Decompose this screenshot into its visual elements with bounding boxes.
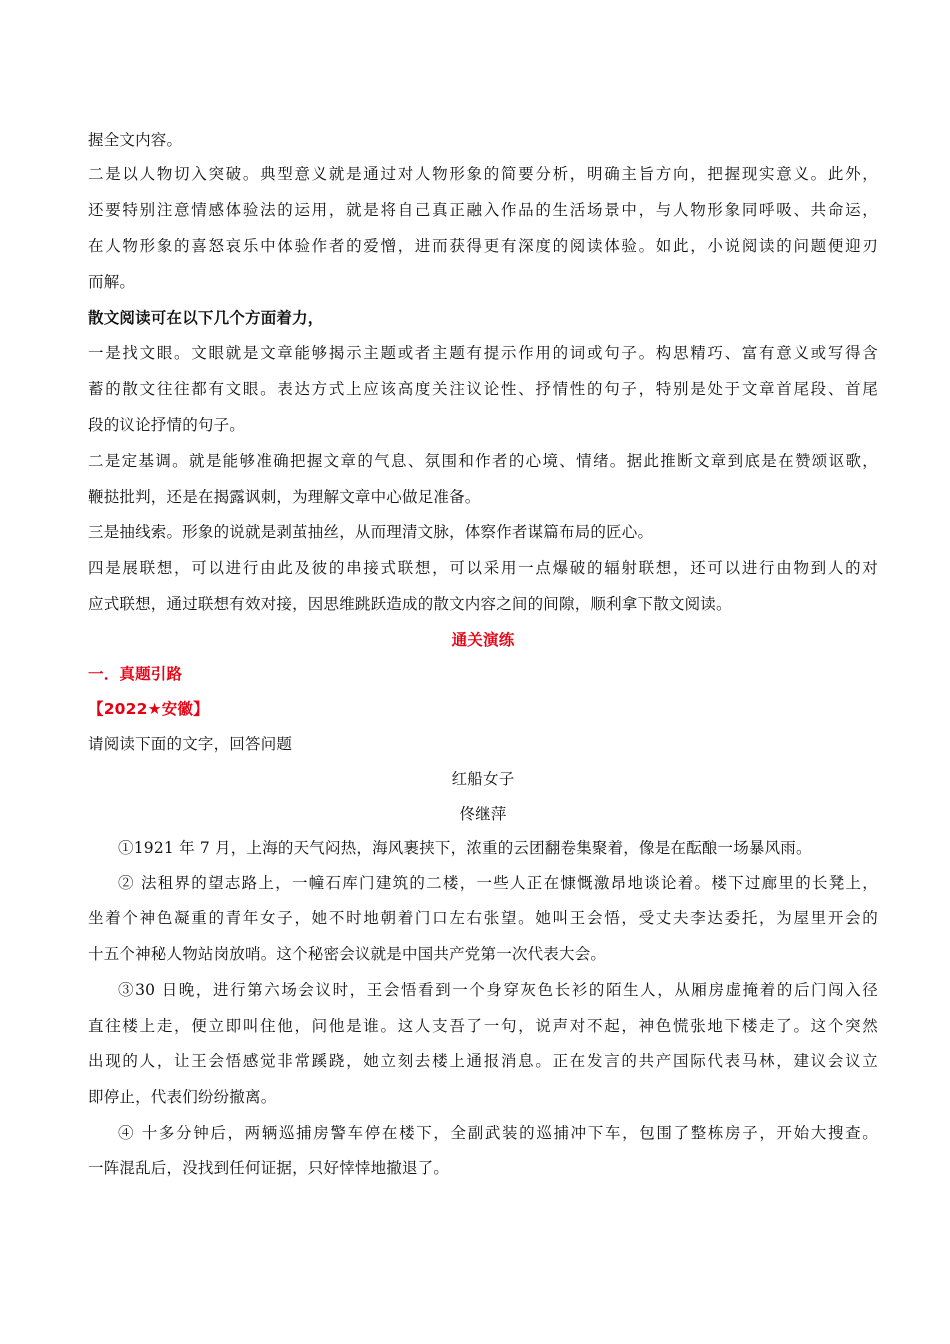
tip2-line-2: 鞭挞批判，还是在揭露讽刺，为理解文章中心做足准备。 (88, 488, 481, 506)
article-para-4-line-2: 一阵混乱后，没找到任何证据，只好悻悻地撤退了。 (88, 1159, 450, 1177)
tip1-line-1: 一是找文眼。文眼就是文章能够揭示主题或者主题有提示作用的词或句子。构思精巧、富有意义或写得含 (88, 344, 878, 362)
tip2-line-1: 二是定基调。就是能够准确把握文章的气息、氛围和作者的心境、情绪。据此推断文章到底是在赞颂讴歌， (88, 452, 878, 470)
tip1-line-3: 段的议论抒情的句子。 (88, 416, 246, 434)
article-para-2-line-3: 十五个神秘人物站岗放哨。这个秘密会议就是中国共产党第一次代表大会。 (88, 945, 607, 963)
intro-p2-line-4: 而解。 (88, 273, 136, 291)
source-tag: 【2022★安徽】 (88, 700, 209, 718)
tip3-line: 三是抽线索。形象的说就是剥茧抽丝，从而理清文脉，体察作者谋篇布局的匠心。 (88, 523, 654, 541)
intro-line-1: 握全文内容。 (88, 131, 183, 149)
article-para-3-line-3: 出现的人，让王会悟感觉非常蹊跷，她立刻去楼上通报消息。正在发言的共产国际代表马林，建议会议立 (88, 1052, 878, 1070)
article-author: 佟继萍 (459, 805, 507, 823)
article-para-3-line-1: ③30 日晚，进行第六场会议时，王会悟看到一个身穿灰色长衫的陌生人，从厢房虚掩着的后门闯入径 (118, 981, 878, 999)
intro-p2-line-1: 二是以人物切入突破。典型意义就是通过对人物形象的简要分析，明确主旨方向，把握现实意义。此外， (88, 165, 878, 183)
article-para-2-line-1: ② 法租界的望志路上，一幢石库门建筑的二楼，一些人正在慷慨激昂地谈论着。楼下过廊里的长凳上， (118, 874, 878, 892)
instruction-text: 请阅读下面的文字，回答问题 (88, 735, 293, 753)
article-para-3-line-4: 即停止，代表们纷纷撤离。 (88, 1088, 277, 1106)
article-para-2-line-2: 坐着个神色凝重的青年女子，她不时地朝着门口左右张望。她叫王会悟，受丈夫李达委托，为屋里开会的 (88, 909, 878, 927)
section-heading-1: 一．真题引路 (88, 665, 183, 683)
essay-tips-heading: 散文阅读可在以下几个方面着力， (88, 309, 324, 327)
tip4-line-2: 应式联想，通过联想有效对接，因思维跳跃造成的散文内容之间的间隙，顺利拿下散文阅读。 (88, 595, 732, 613)
intro-p2-line-2: 还要特别注意情感体验法的运用，就是将自己真正融入作品的生活场景中，与人物形象同呼吸、共命运， (88, 201, 878, 219)
intro-p2-line-3: 在人物形象的喜怒哀乐中体验作者的爱憎，进而获得更有深度的阅读体验。如此，小说阅读的问题便迎刃 (88, 237, 878, 255)
tip4-line-1: 四是展联想，可以进行由此及彼的串接式联想，可以采用一点爆破的辐射联想，还可以进行由物到人的对 (88, 559, 878, 577)
tip1-line-2: 蓄的散文往往都有文眼。表达方式上应该高度关注议论性、抒情性的句子，特别是处于文章首尾段、首尾 (88, 380, 878, 398)
practice-title: 通关演练 (451, 631, 515, 649)
article-title: 红船女子 (451, 770, 515, 788)
article-para-3-line-2: 直往楼上走，便立即叫住他，问他是谁。这人支吾了一句，说声对不起，神色慌张地下楼走了。这个突然 (88, 1017, 878, 1035)
article-para-4-line-1: ④ 十多分钟后，两辆巡捕房警车停在楼下，全副武装的巡捕冲下车，包围了整栋房子，开始大搜查。 (118, 1124, 878, 1142)
article-para-1: ①1921 年 7 月，上海的天气闷热，海风裹挟下，浓重的云团翻卷集聚着，像是在酝酿一场暴风雨。 (118, 839, 812, 857)
